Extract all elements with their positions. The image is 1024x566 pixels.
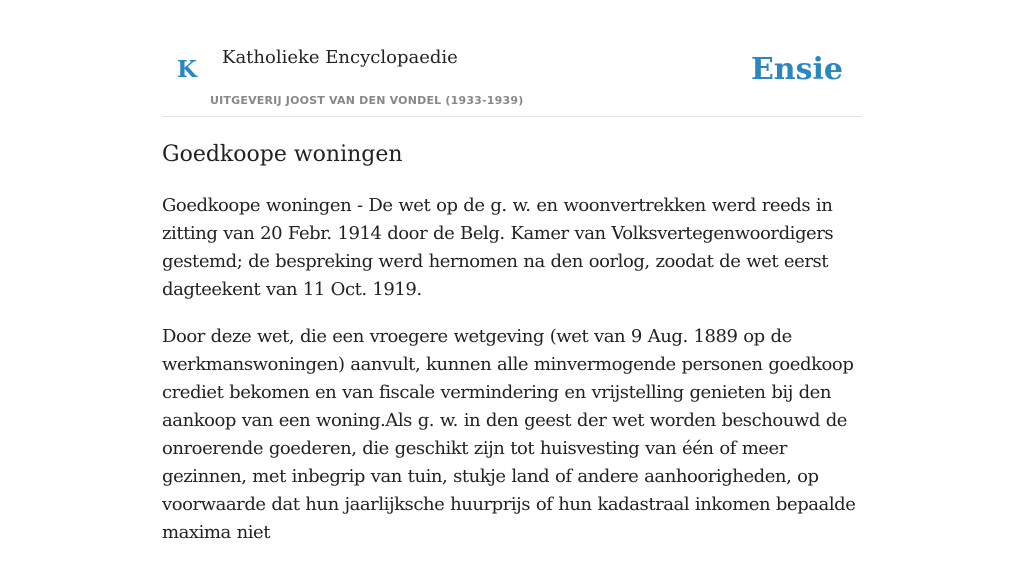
article-body (162, 192, 862, 566)
encyclopedia-logo-icon[interactable]: K (177, 56, 197, 83)
article-paragraph: Goedkoope woningen - De wet op de g. w. en woonvertrekken werd reeds in zitting van 20 Febr. 1914 door de Belg. Kamer van Volksvertegenwoordigers gestemd; de bespreking werd hernomen na den oorlog, zoodat de wet eerst dagteekent van 11 Oct. 1919. (162, 195, 834, 300)
article-paragraph: Door deze wet, die een vroegere wetgeving (wet van 9 Aug. 1889 op de werkmanswoningen) aanvult, kunnen alle minvermogende personen goedkoop crediet bekomen en van fiscale vermindering en vrijstelling genieten bij den aankoop van een woning.Als g. w. in den geest der wet worden beschouwd de onroerende goederen, die geschikt zijn tot huisvesting van één of meer gezinnen, met inbegrip van tuin, stukje land of andere aanhoorigheden, op voorwaarde dat hun jaarlijksche huurprijs of hun kadastraal inkomen bepaalde maxima niet (162, 326, 856, 543)
publisher-subtitle: UITGEVERIJ JOOST VAN DEN VONDEL (1933-1939) (210, 94, 524, 107)
header (162, 0, 862, 117)
page (162, 0, 862, 543)
ensie-logo[interactable]: Ensie (750, 52, 843, 87)
page-title: Goedkoope woningen (162, 142, 403, 167)
encyclopedia-title[interactable]: Katholieke Encyclopaedie (222, 47, 458, 68)
